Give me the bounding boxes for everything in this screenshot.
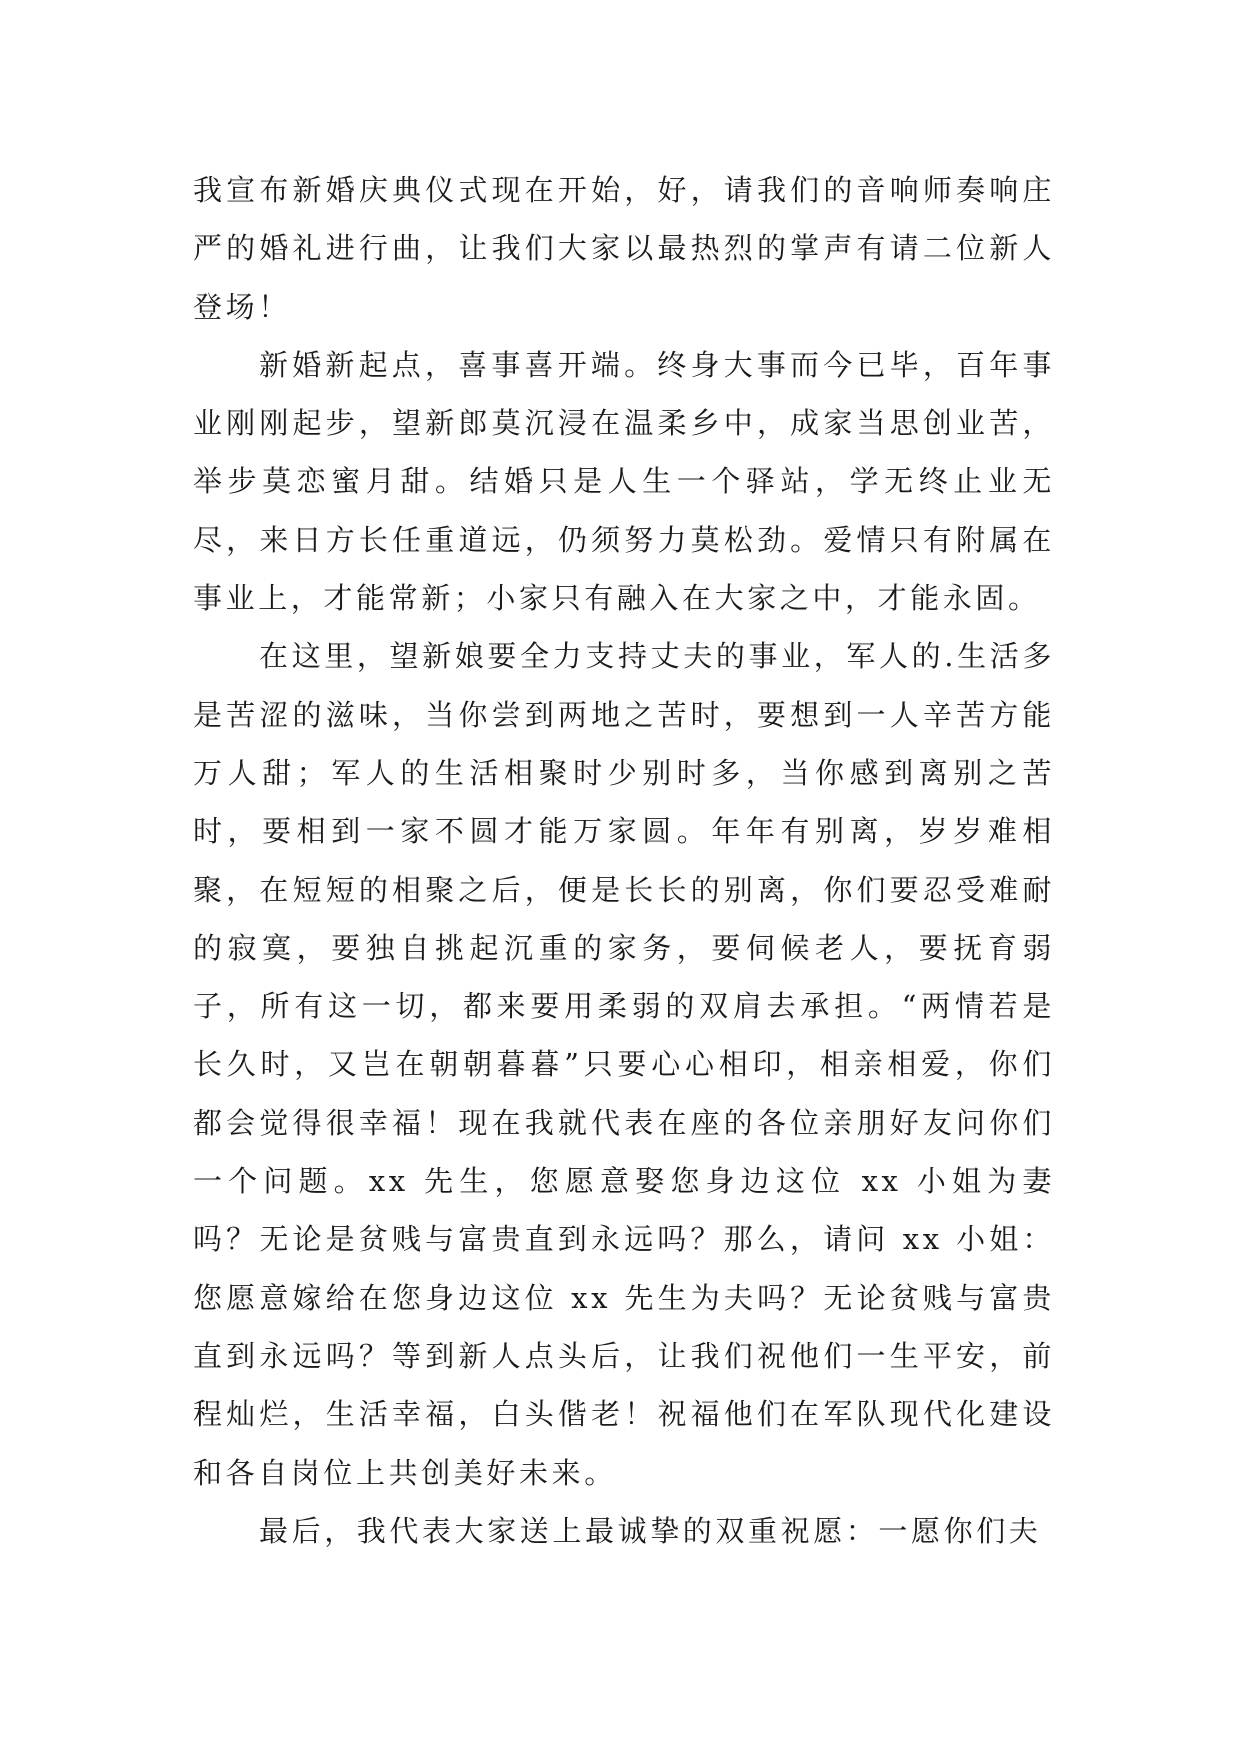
paragraph-opening: 我宣布新婚庆典仪式现在开始，好，请我们的音响师奏响庄严的婚礼进行曲，让我们大家以最热烈的掌声有请二位新人登场！ [193, 173, 1055, 324]
document-body [193, 161, 1055, 1560]
paragraph-closing-wishes: 最后，我代表大家送上最诚挚的双重祝愿：一愿你们夫 [259, 1513, 1042, 1548]
paragraph-bride-and-vows: 在这里，望新娘要全力支持丈夫的事业，军人的.生活多是苦涩的滋味，当你尝到两地之苦时，要想到一人辛苦方能万人甜；军人的生活相聚时少别时多，当你感到离别之苦时，要相到一家不圆才能万家圆。年年有别离，岁岁难相聚，在短短的相聚之后，便是长长的别离，你们要忍受难耐的寂寞，要独自挑起沉重的家务，要伺候老人，要抚育弱子，所有这一切，都来要用柔弱的双肩去承担。“两情若是长久时，又岂在朝朝暮暮”只要心心相印，相亲相爱，你们都会觉得很幸福！现在我就代表在座的各位亲朋好友问你们一个问题。xx 先生，您愿意娶您身边这位 xx 小姐为妻吗？无论是贫贱与富贵直到永远吗？那么，请问 xx 小姐：您愿意嫁给在您身边这位 xx 先生为夫吗？无论贫贱与富贵直到永远吗？等到新人点头后，让我们祝他们一生平安，前程灿烂，生活幸福，白头偕老！祝福他们在军队现代化建设和各自岗位上共创美好未来。 [193, 639, 1055, 1490]
paragraph-new-beginning: 新婚新起点，喜事喜开端。终身大事而今已毕，百年事业刚刚起步，望新郎莫沉浸在温柔乡中，成家当思创业苦，举步莫恋蜜月甜。结婚只是人生一个驿站，学无终止业无尽，来日方长任重道远，仍须努力莫松劲。爱情只有附属在事业上，才能常新；小家只有融入在大家之中，才能永固。 [193, 347, 1055, 616]
